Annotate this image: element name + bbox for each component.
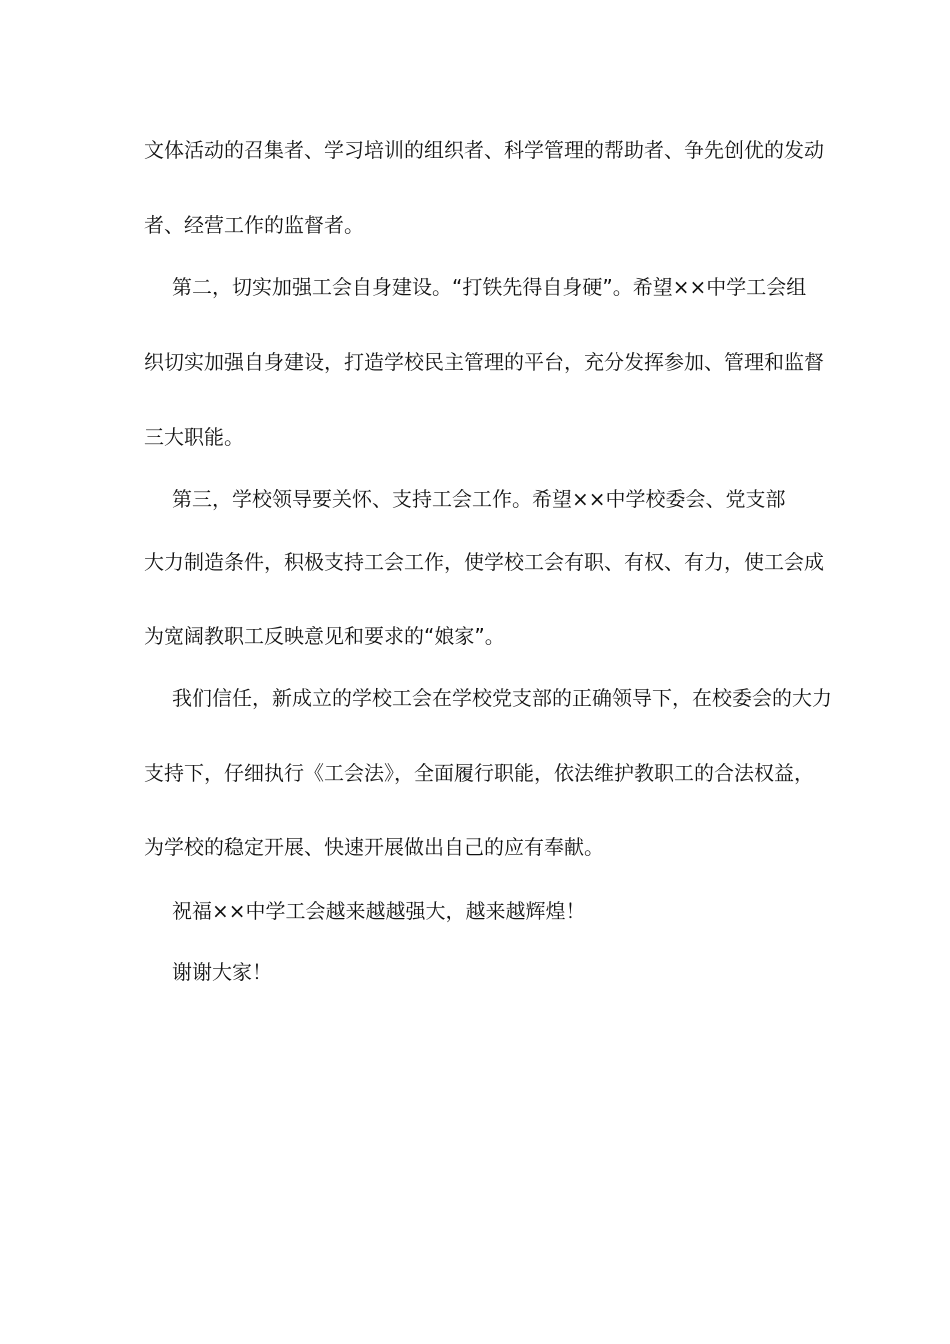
text-line: 织切实加强自身建设，打造学校民主管理的平台，充分发挥参加、管理和监督: [144, 350, 824, 374]
text-line: 三大职能。: [144, 425, 244, 449]
text-line: 为宽阔教职工反映意见和要求的“娘家”。: [144, 624, 505, 648]
text-line: 者、经营工作的监督者。: [144, 213, 364, 237]
closing-line: 谢谢大家！: [172, 960, 272, 984]
blessing-line: 祝福××中学工会越来越越强大，越来越辉煌！: [172, 899, 586, 923]
text-line: 大力制造条件，积极支持工会工作，使学校工会有职、有权、有力，使工会成: [144, 550, 824, 574]
paragraph-start-line: 第二，切实加强工会自身建设。“打铁先得自身硬”。希望××中学工会组: [172, 275, 807, 299]
paragraph-start-line: 我们信任，新成立的学校工会在学校党支部的正确领导下，在校委会的大力: [172, 686, 832, 710]
text-line: 为学校的稳定开展、快速开展做出自己的应有奉献。: [144, 835, 604, 859]
text-line: 支持下，仔细执行《工会法》，全面履行职能，依法维护教职工的合法权益，: [144, 761, 814, 785]
paragraph-start-line: 第三，学校领导要关怀、支持工会工作。希望××中学校委会、党支部: [172, 487, 786, 511]
text-line: 文体活动的召集者、学习培训的组织者、科学管理的帮助者、争先创优的发动: [144, 138, 824, 162]
